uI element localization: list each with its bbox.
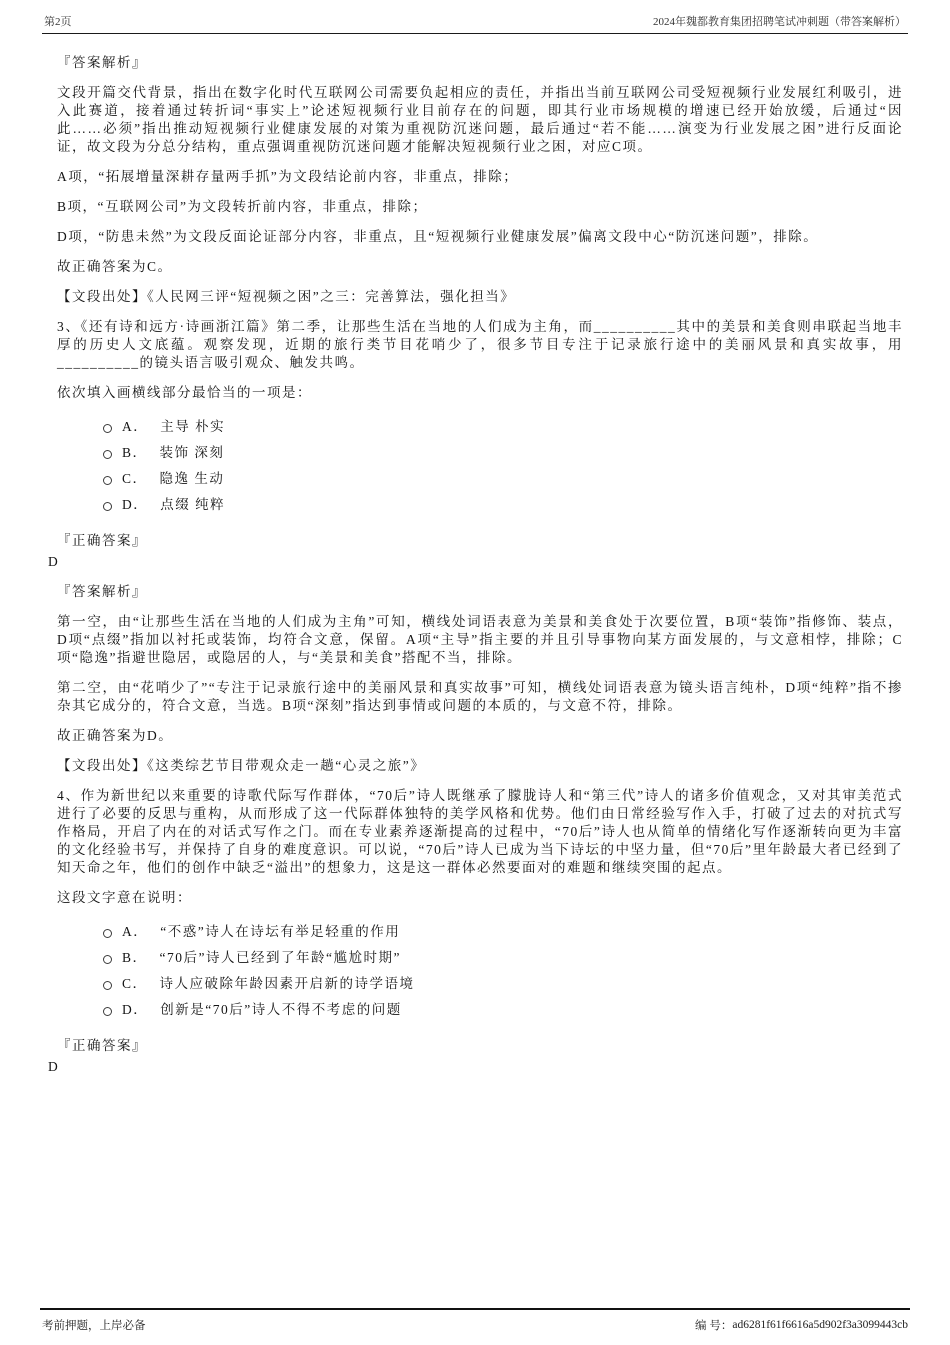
option-row[interactable]	[57, 466, 903, 492]
footer-slogan: 考前押题，上岸必备	[42, 1320, 146, 1332]
correct-answer-letter: D	[48, 554, 60, 569]
radio-icon[interactable]	[103, 502, 112, 511]
source-reference: 【文段出处】《这类综艺节目带观众走一趟“心灵之旅”》	[57, 758, 426, 773]
option-row[interactable]	[57, 997, 903, 1023]
option-label: A．	[122, 419, 149, 434]
option-row[interactable]	[57, 492, 903, 518]
document-title: 2024年魏都教育集团招聘笔试冲刺题（带答案解析）	[653, 16, 906, 28]
option-text: “不惑”诗人在诗坛有举足轻重的作用	[160, 924, 401, 939]
radio-icon[interactable]	[103, 476, 112, 485]
question-prompt: 依次填入画横线部分最恰当的一项是：	[57, 385, 312, 400]
option-text: 隐逸 生动	[159, 471, 225, 486]
option-label: B．	[122, 950, 148, 965]
option-label: D．	[122, 497, 149, 512]
option-text: 创新是“70后”诗人不得不考虑的问题	[160, 1002, 402, 1017]
radio-icon[interactable]	[103, 1007, 112, 1016]
option-label: B．	[122, 445, 148, 460]
page-number: 第2页	[44, 16, 72, 28]
footer-code-group	[695, 1317, 908, 1333]
option-label: A．	[122, 924, 149, 939]
option-a-note: A项，“拓展增量深耕存量两手抓”为文段结论前内容，非重点，排除；	[57, 169, 519, 184]
option-text: 诗人应破除年龄因素开启新的诗学语境	[159, 976, 415, 991]
document-body	[48, 42, 903, 1088]
analysis-heading: 『答案解析』	[57, 584, 147, 599]
radio-icon[interactable]	[103, 450, 112, 459]
option-d-note: D项，“防患未然”为文段反面论证部分内容，非重点，且“短视频行业健康发展”偏离文段中心“防沉迷问题”，排除。	[57, 229, 819, 244]
analysis-heading: 『答案解析』	[57, 55, 147, 70]
option-b-note: B项，“互联网公司”为文段转折前内容，非重点，排除；	[57, 199, 428, 214]
analysis-paragraph: 文段开篇交代背景，指出在数字化时代互联网公司需要负起相应的责任，并指出当前互联网公司受短视频行业发展红利吸引，进入此赛道，接着通过转折词“事实上”论述短视频行业目前存在的问题，即其行业市场规模的增速已经开始放缓，后通过“因此……必须”指出推动短视频行业健康发展的对策为重视防沉迷问题，最后通过“若不能……演变为行业发展之困”进行反面论证，故文段为分总分结构，重点强调重视防沉迷问题才能解决短视频行业之困，对应C项。	[57, 85, 903, 154]
correct-answer-heading: 『正确答案』	[57, 1038, 147, 1053]
option-row[interactable]	[57, 971, 903, 997]
option-label: C．	[122, 471, 148, 486]
footer-code-label: 编 号：	[694, 1320, 733, 1332]
options-list	[57, 414, 903, 518]
radio-icon[interactable]	[103, 424, 112, 433]
option-row[interactable]	[57, 414, 903, 440]
radio-icon[interactable]	[103, 955, 112, 964]
radio-icon[interactable]	[103, 929, 112, 938]
option-label: D．	[122, 1002, 149, 1017]
option-text: 装饰 深刻	[159, 445, 225, 460]
option-text: “70后”诗人已经到了年龄“尴尬时期”	[159, 950, 401, 965]
option-text: 点缀 纯粹	[160, 497, 226, 512]
question-stem: 3、《还有诗和远方·诗画浙江篇》第二季，让那些生活在当地的人们成为主角，而__________其中的美景和美食则串联起当地丰厚的历史人文底蕴。观察发现，近期的旅行类节目花哨少了，很多节目专注于记录旅行途中的美丽风景和真实故事，用__________的镜头语言吸引观众、触发共鸣。	[57, 319, 903, 370]
correct-answer-letter: D	[48, 1059, 60, 1074]
radio-icon[interactable]	[103, 981, 112, 990]
question-prompt: 这段文字意在说明：	[57, 890, 192, 905]
question-stem: 4、作为新世纪以来重要的诗歌代际写作群体，“70后”诗人既继承了朦胧诗人和“第三代”诗人的诸多价值观念，又对其审美范式进行了必要的反思与重构，从而形成了这一代际群体独特的美学风格和优势。他们由日常经验写作入手，打破了过去的对抗式写作格局，开启了内在的对话式写作之门。而在专业素养逐渐提高的过程中，“70后”诗人也从简单的情绪化写作逐渐转向更为丰富的文化经验书写，并保持了自身的难度意识。可以说，“70后”诗人已成为当下诗坛的中坚力量，但“70后”里年龄最大者已经到了知天命之年，他们的创作中缺乏“溢出”的想象力，这是这一群体必然要面对的难题和继续突围的起点。	[57, 788, 903, 875]
analysis-paragraph: 第二空，由“花哨少了”“专注于记录旅行途中的美丽风景和真实故事”可知，横线处词语表意为镜头语言纯朴，D项“纯粹”指不掺杂其它成分的，符合文意，当选。B项“深刻”指达到事情或问题的本质的，与文意不符，排除。	[57, 680, 903, 713]
options-list	[57, 919, 903, 1023]
option-label: C．	[122, 976, 148, 991]
correct-answer-heading: 『正确答案』	[57, 533, 147, 548]
conclusion-note: 故正确答案为D。	[57, 728, 174, 743]
analysis-paragraph: 第一空，由“让那些生活在当地的人们成为主角”可知，横线处词语表意为美景和美食处于次要位置，B项“装饰”指修饰、装点，D项“点缀”指加以衬托或装饰，均符合文意，保留。A项“主导”指主要的并且引导事物向某方面发展的，与文意相悖，排除；C项“隐逸”指避世隐居，或隐居的人，与“美景和美食”搭配不当，排除。	[57, 614, 903, 665]
conclusion-note: 故正确答案为C。	[57, 259, 173, 274]
page-header	[42, 0, 908, 34]
option-row[interactable]	[57, 945, 903, 971]
source-reference: 【文段出处】《人民网三评“短视频之困”之三：完善算法，强化担当》	[57, 289, 516, 304]
option-row[interactable]	[57, 919, 903, 945]
page-footer	[40, 1308, 910, 1333]
option-text: 主导 朴实	[160, 419, 226, 434]
option-row[interactable]	[57, 440, 903, 466]
footer-code-value: ad6281f61f6616a5d902f3a3099443cb	[732, 1319, 908, 1331]
